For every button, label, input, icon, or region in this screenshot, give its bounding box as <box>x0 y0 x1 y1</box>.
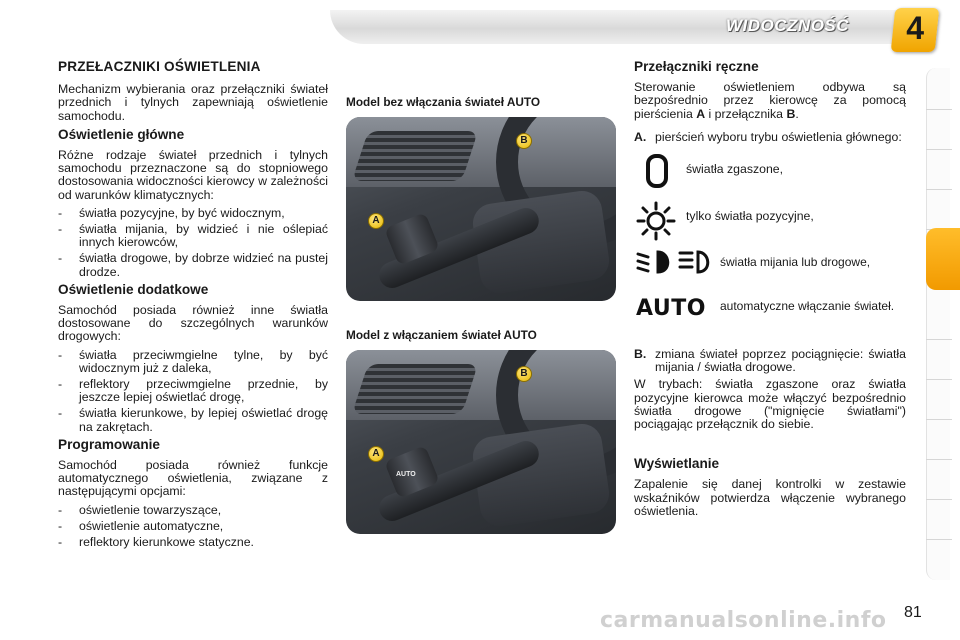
chapter-tab-active[interactable] <box>926 228 960 290</box>
chapter-title: WIDOCZNOŚĆ <box>726 16 850 35</box>
list-item: - światła pozycyjne, by być widocznym, <box>58 205 285 220</box>
chapter-tab[interactable] <box>926 340 952 380</box>
mode-text: światła mijania lub drogowe, <box>720 255 871 270</box>
display-text: Zapalenie się danej kontrolki w zestawie wskaźników potwierdza włączenie wybranego oświetlenia. <box>634 477 906 518</box>
main-light-text: Różne rodzaje świateł przednich i tylnych samochodu przeznaczone są do stopniowego dostosowania widoczności kierowcy w zależności od warunków klimatycznych: <box>58 148 328 202</box>
stalk-photo-auto <box>346 350 616 534</box>
chapter-tab[interactable] <box>926 300 952 340</box>
display-heading: Wyświetlanie <box>634 456 720 472</box>
mode-row-sidelights <box>634 199 906 243</box>
ring-a-item: A. pierścień wyboru trybu oświetlenia głównego: <box>634 129 902 144</box>
ring-auto-label: AUTO <box>396 471 416 479</box>
chapter-tab[interactable] <box>926 150 952 190</box>
chapter-badge <box>891 8 940 52</box>
column-right <box>634 60 906 523</box>
manual-intro: Sterowanie oświetleniem odbywa są bezpośrednio przez kierowcę za pomocą pierścienia A i przełącznika B. <box>634 80 906 121</box>
marker-b: B <box>516 133 532 149</box>
page-number: 81 <box>904 604 922 621</box>
air-vent <box>352 364 478 414</box>
main-light-list <box>58 207 328 279</box>
chapter-number: 4 <box>906 10 925 46</box>
lamp-off-icon <box>636 154 668 188</box>
marker-b: B <box>516 366 532 382</box>
marker-a: A <box>368 446 384 462</box>
list-item: - światła przeciwmgielne tylne, by być widocznym już z daleka, <box>58 347 328 375</box>
list-item: - światła kierunkowe, by lepiej oświetlać drogę na zakrętach. <box>58 406 328 434</box>
list-item: - światła mijania, by widzieć i nie oślepiać innych kierowców, <box>58 222 328 250</box>
photo-caption-auto: Model z włączaniem świateł AUTO <box>346 328 537 343</box>
list-item: - reflektory przeciwmgielne przednie, by jeszcze lepiej oświetlać drogę, <box>58 377 328 405</box>
chapter-tab[interactable] <box>926 70 952 110</box>
manual-switches-heading: Przełączniki ręczne <box>634 59 759 74</box>
mode-row-headlamps <box>634 246 906 290</box>
section-title: PRZEŁACZNIKI OŚWIETLENIA <box>58 59 261 74</box>
list-item: - światła drogowe, by dobrze widzieć na pustej drodze. <box>58 251 328 279</box>
chapter-tab[interactable] <box>926 380 952 420</box>
main-light-heading: Oświetlenie główne <box>58 126 185 142</box>
chapter-tab[interactable] <box>926 500 952 540</box>
watermark: carmanualsonline.info <box>600 608 887 633</box>
mode-text: światła zgaszone, <box>686 162 784 177</box>
sidelights-icon <box>636 201 676 244</box>
chapter-tabs <box>926 70 952 580</box>
column-middle <box>346 96 616 534</box>
switch-b-item: B. zmiana świateł poprzez pociągnięcie: światła mijania / światła drogowe. <box>634 347 906 375</box>
intro-text: Mechanizm wybierania oraz przełączniki świateł przednich i tylnych zapewniają oświetlenie samochodu. <box>58 82 328 123</box>
extra-light-heading: Oświetlenie dodatkowe <box>58 281 209 297</box>
column-left <box>58 60 328 553</box>
list-item: - oświetlenie automatyczne, <box>58 518 224 533</box>
mode-text: tylko światła pozycyjne, <box>686 209 814 224</box>
list-item: - oświetlenie towarzyszące, <box>58 502 222 517</box>
programming-text: Samochód posiada również funkcje automatycznego oświetlenia, związane z następującymi opcjami: <box>58 458 328 499</box>
marker-a: A <box>368 213 384 229</box>
chapter-tab[interactable] <box>926 420 952 460</box>
mode-row-auto <box>634 296 906 344</box>
chapter-tab[interactable] <box>926 110 952 150</box>
programming-list <box>58 504 328 550</box>
headlamps-icon <box>636 248 716 279</box>
chapter-tab[interactable] <box>926 460 952 500</box>
mode-text: automatyczne włączanie świateł. <box>720 299 895 314</box>
extra-light-list <box>58 349 328 434</box>
air-vent <box>352 131 478 181</box>
auto-icon: AUTO <box>636 296 706 322</box>
page-header <box>0 0 960 50</box>
chapter-tab[interactable] <box>926 190 952 230</box>
flash-note: W trybach: światła zgaszone oraz światła pozycyjne kierowca może włączyć bezpośrednio światła drogowe ("mignięcie światłami") pociągając przełącznik do siebie. <box>634 377 906 432</box>
stalk-photo-no-auto <box>346 117 616 301</box>
mode-row-off <box>634 152 906 196</box>
extra-light-text: Samochód posiada również inne światła dostosowane do szczególnych warunków drogowych: <box>58 303 328 344</box>
programming-heading: Programowanie <box>58 436 160 452</box>
photo-caption-no-auto: Model bez włączania świateł AUTO <box>346 95 541 109</box>
list-item: - reflektory kierunkowe statyczne. <box>58 535 254 550</box>
